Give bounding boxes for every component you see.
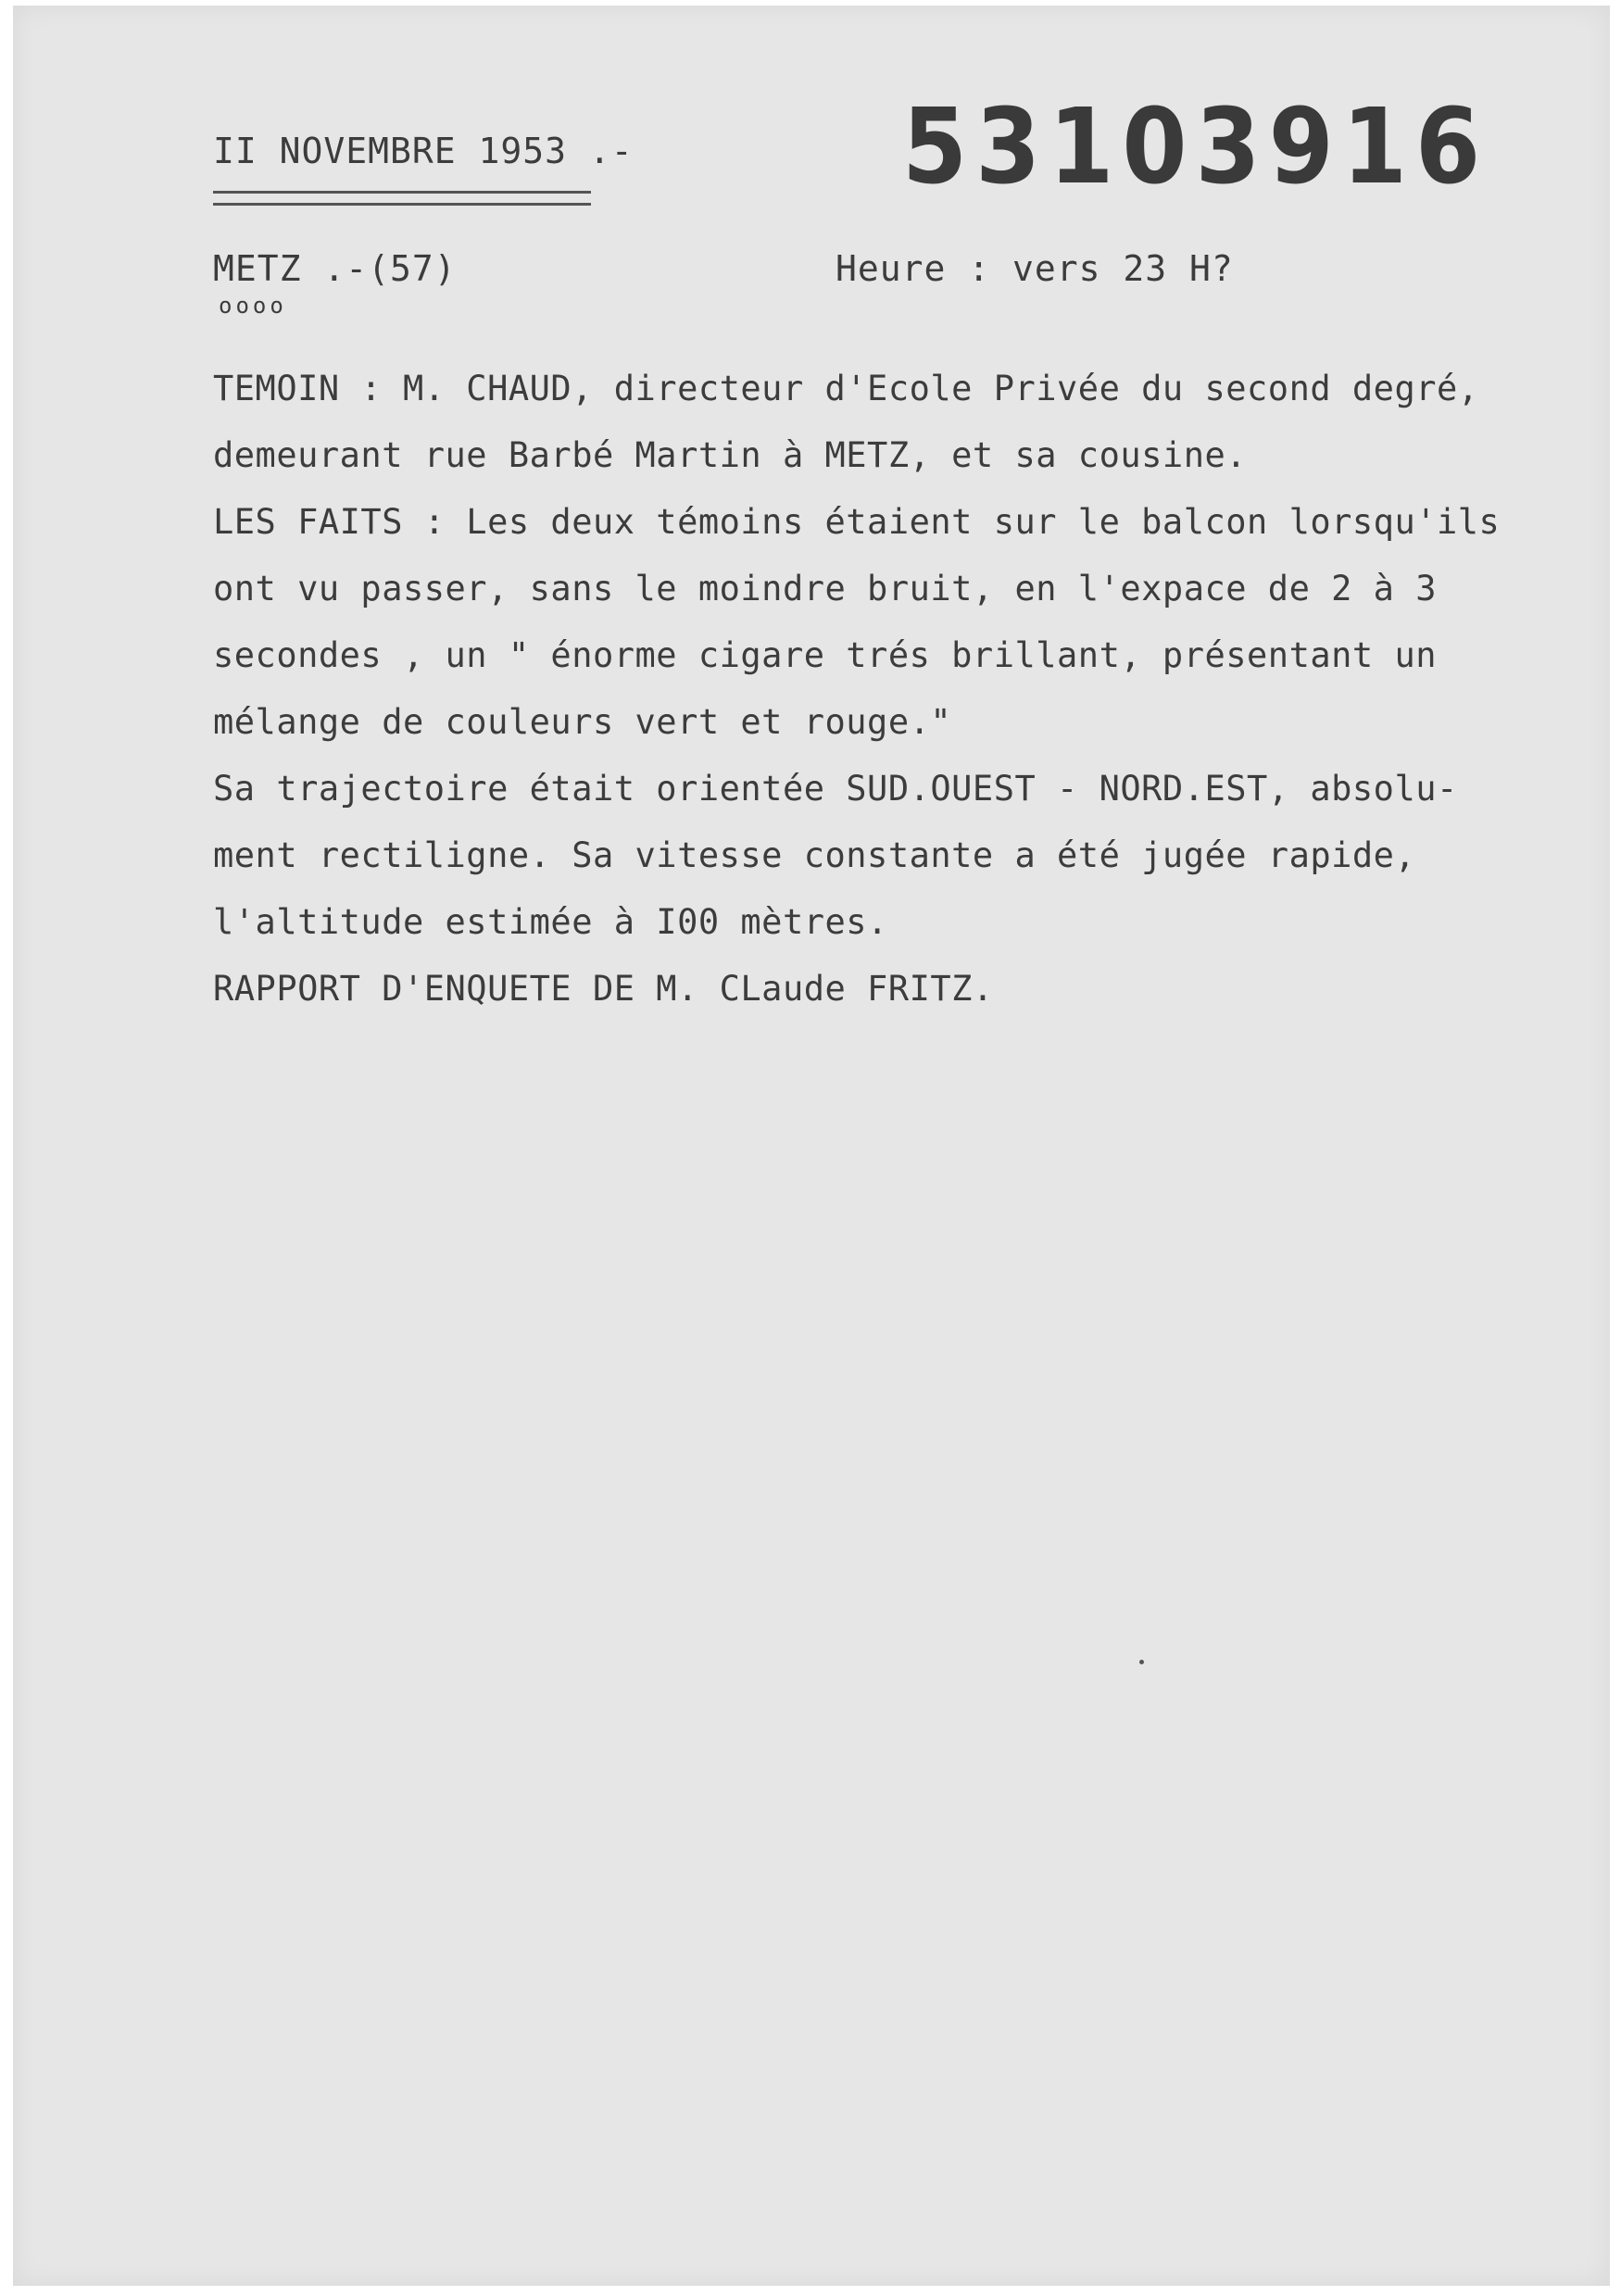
- body-line: ment rectiligne. Sa vitesse constante a été jugée rapide,: [213, 835, 1416, 875]
- body-line: demeurant rue Barbé Martin à METZ, et sa cousine.: [213, 435, 1248, 475]
- report-body: [213, 356, 1500, 1023]
- document-page: [13, 6, 1610, 2286]
- body-line: RAPPORT D'ENQUETE DE M. CLaude FRITZ.: [213, 969, 994, 1009]
- reference-number-stamp: 53103916: [902, 87, 1489, 207]
- report-hour: Heure : vers 23 H?: [836, 248, 1234, 289]
- body-line: LES FAITS : Les deux témoins étaient sur le balcon lorsqu'ils: [213, 502, 1501, 542]
- date-underline: [213, 191, 591, 206]
- report-location: METZ .-(57): [213, 248, 457, 289]
- body-line: secondes , un " énorme cigare trés brillant, présentant un: [213, 635, 1438, 675]
- report-date: II NOVEMBRE 1953 .-: [213, 131, 634, 171]
- body-line: l'altitude estimée à I00 mètres.: [213, 902, 888, 942]
- location-circles-mark: oooo: [219, 293, 287, 319]
- body-line: Sa trajectoire était orientée SUD.OUEST - NORD.EST, absolu-: [213, 769, 1458, 809]
- paper-speck: [1139, 1660, 1144, 1664]
- body-line: TEMOIN : M. CHAUD, directeur d'Ecole Privée du second degré,: [213, 369, 1479, 408]
- body-line: ont vu passer, sans le moindre bruit, en l'expace de 2 à 3: [213, 569, 1438, 609]
- body-line: mélange de couleurs vert et rouge.": [213, 702, 952, 742]
